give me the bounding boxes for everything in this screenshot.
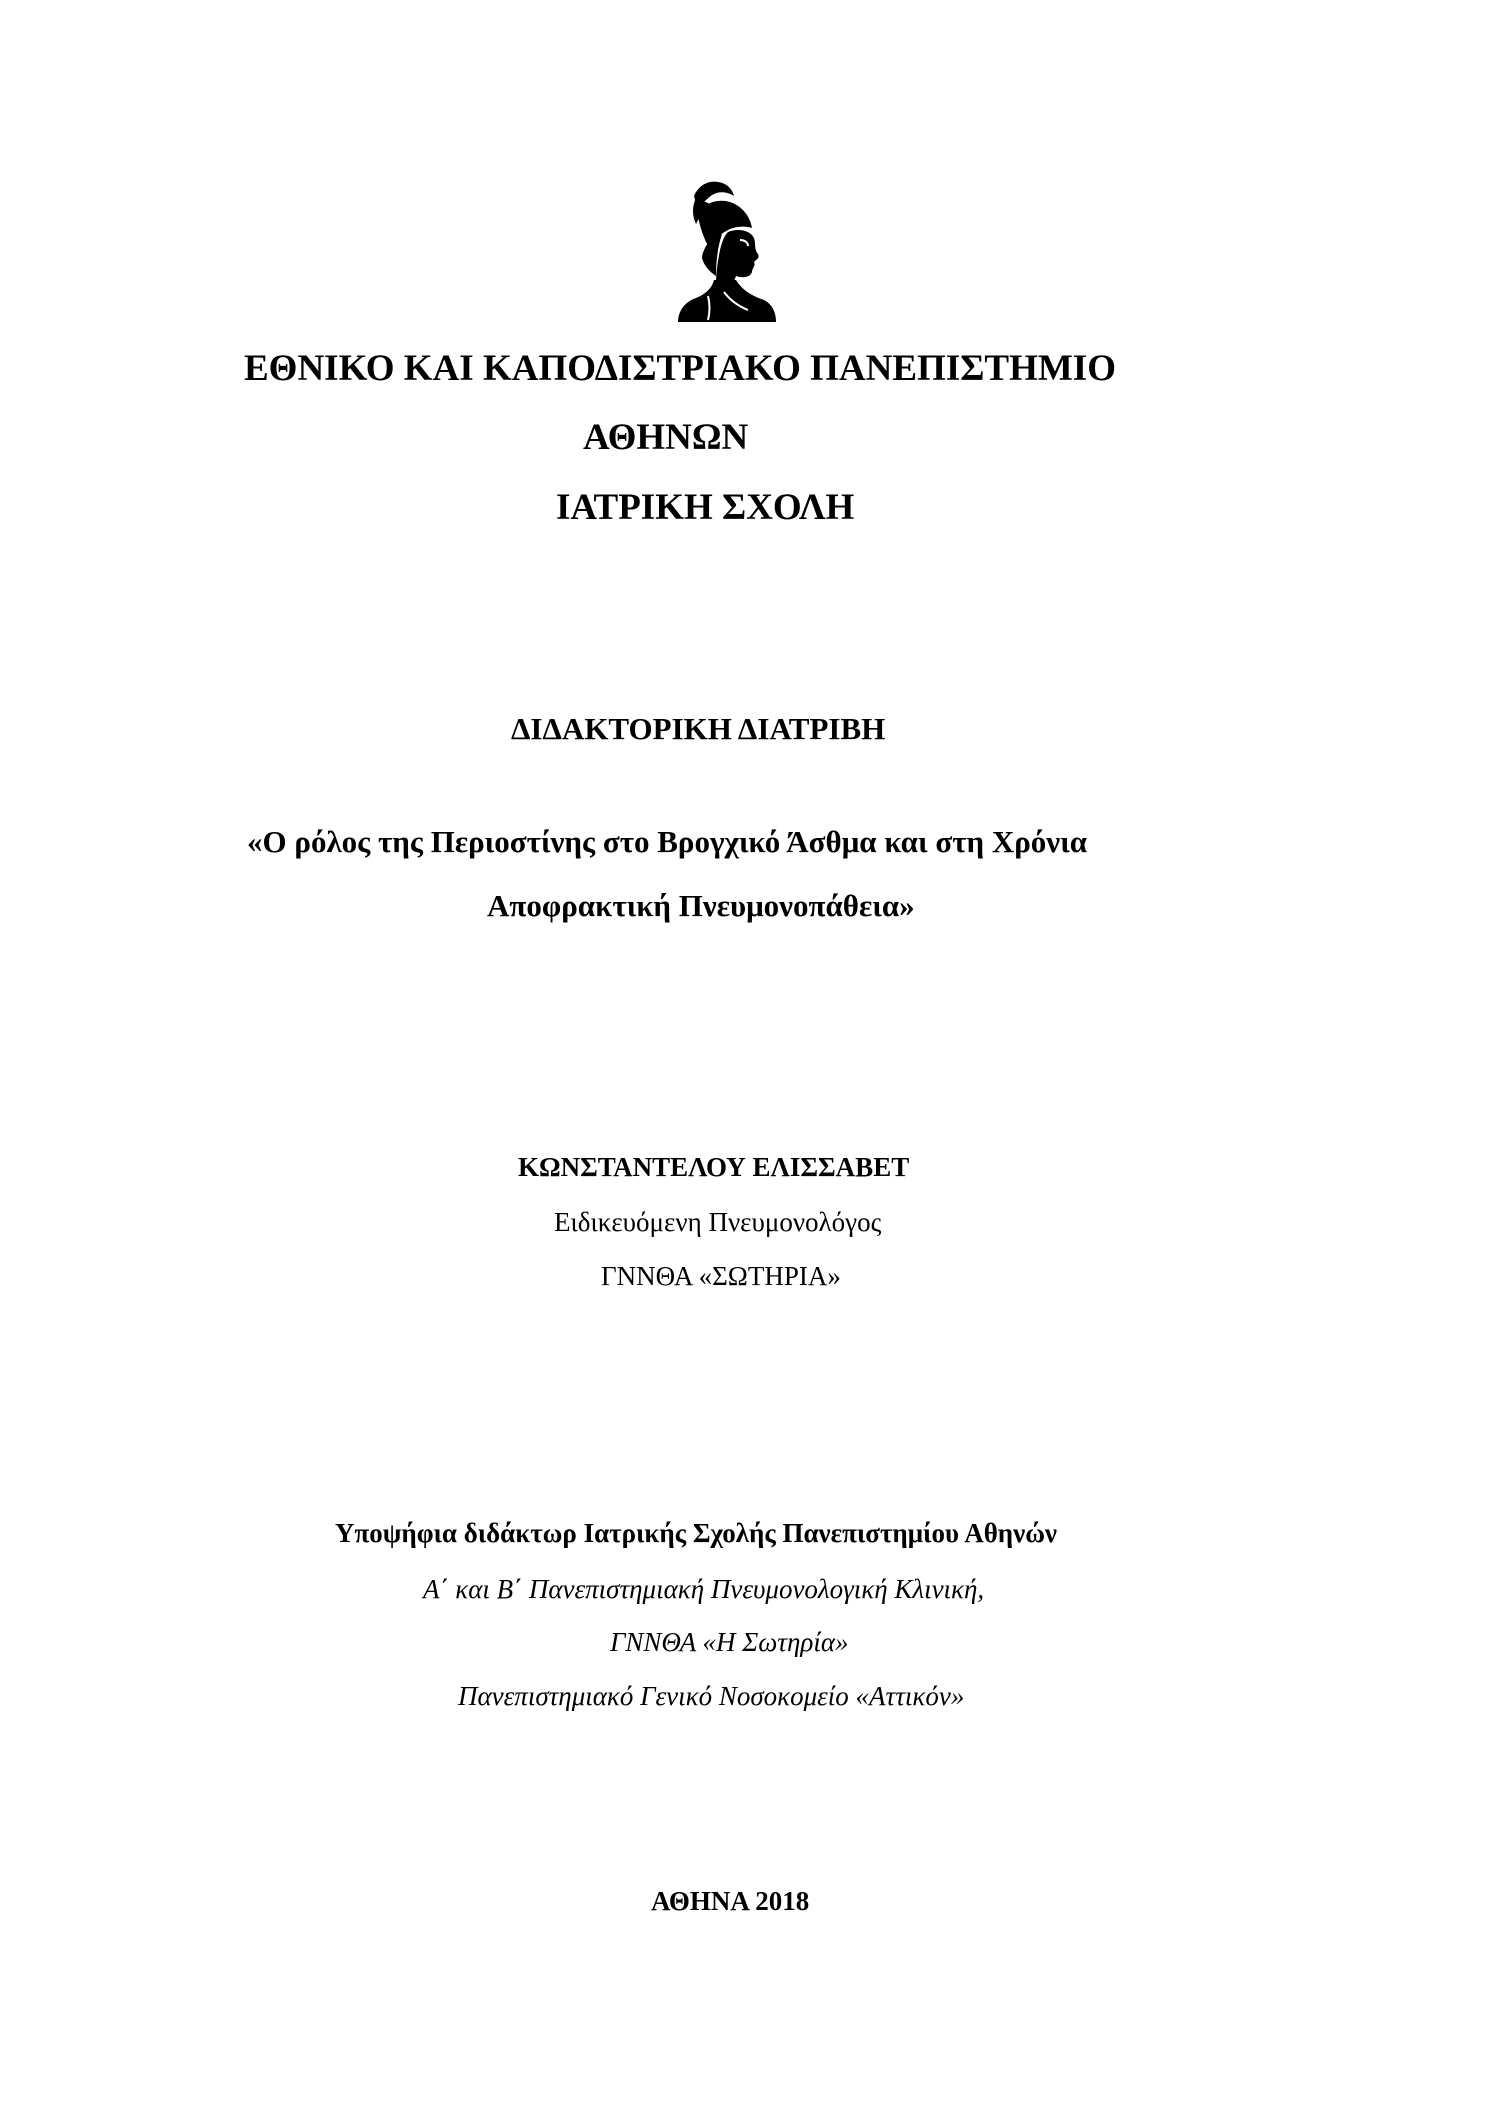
candidacy-clinic: Α΄ και Β΄ Πανεπιστημιακή Πνευμονολογική Κλινική, bbox=[423, 1574, 985, 1604]
author-role: Ειδικευόμενη Πνευμονολόγος bbox=[554, 1207, 882, 1237]
athena-helmet-logo-icon bbox=[612, 176, 838, 324]
author-name: ΚΩΝΣΤΑΝΤΕΛΟΥ ΕΛΙΣΣΑΒΕΤ bbox=[518, 1152, 910, 1182]
school-name: ΙΑΤΡΙΚΗ ΣΧΟΛΗ bbox=[556, 487, 855, 528]
university-name-line2: ΑΘΗΝΩΝ bbox=[583, 417, 749, 458]
place-and-year: ΑΘΗΝΑ 2018 bbox=[651, 1886, 810, 1916]
candidacy-statement: Υποψήφια διδάκτωρ Ιατρικής Σχολής Πανεπιστημίου Αθηνών bbox=[335, 1518, 1057, 1548]
thesis-title-line2: Αποφρακτική Πνευμονοπάθεια» bbox=[487, 888, 915, 923]
candidacy-hospital-2: Πανεπιστημιακό Γενικό Νοσοκομείο «Αττικόν» bbox=[458, 1681, 965, 1711]
thesis-title-line1: «Ο ρόλος της Περιοστίνης στο Βρογχικό Άσθμα και στη Χρόνια bbox=[247, 824, 1088, 859]
university-name-line1: ΕΘΝΙΚΟ ΚΑΙ ΚΑΠΟΔΙΣΤΡΙΑΚΟ ΠΑΝΕΠΙΣΤΗΜΙΟ bbox=[244, 348, 1116, 389]
document-type-heading: ΔΙΔΑΚΤΟΡΙΚΗ ΔΙΑΤΡΙΒΗ bbox=[511, 711, 886, 746]
author-hospital: ΓΝΝΘΑ «ΣΩΤΗΡΙΑ» bbox=[601, 1261, 841, 1291]
candidacy-hospital-1: ΓΝΝΘΑ «Η Σωτηρία» bbox=[610, 1627, 849, 1657]
